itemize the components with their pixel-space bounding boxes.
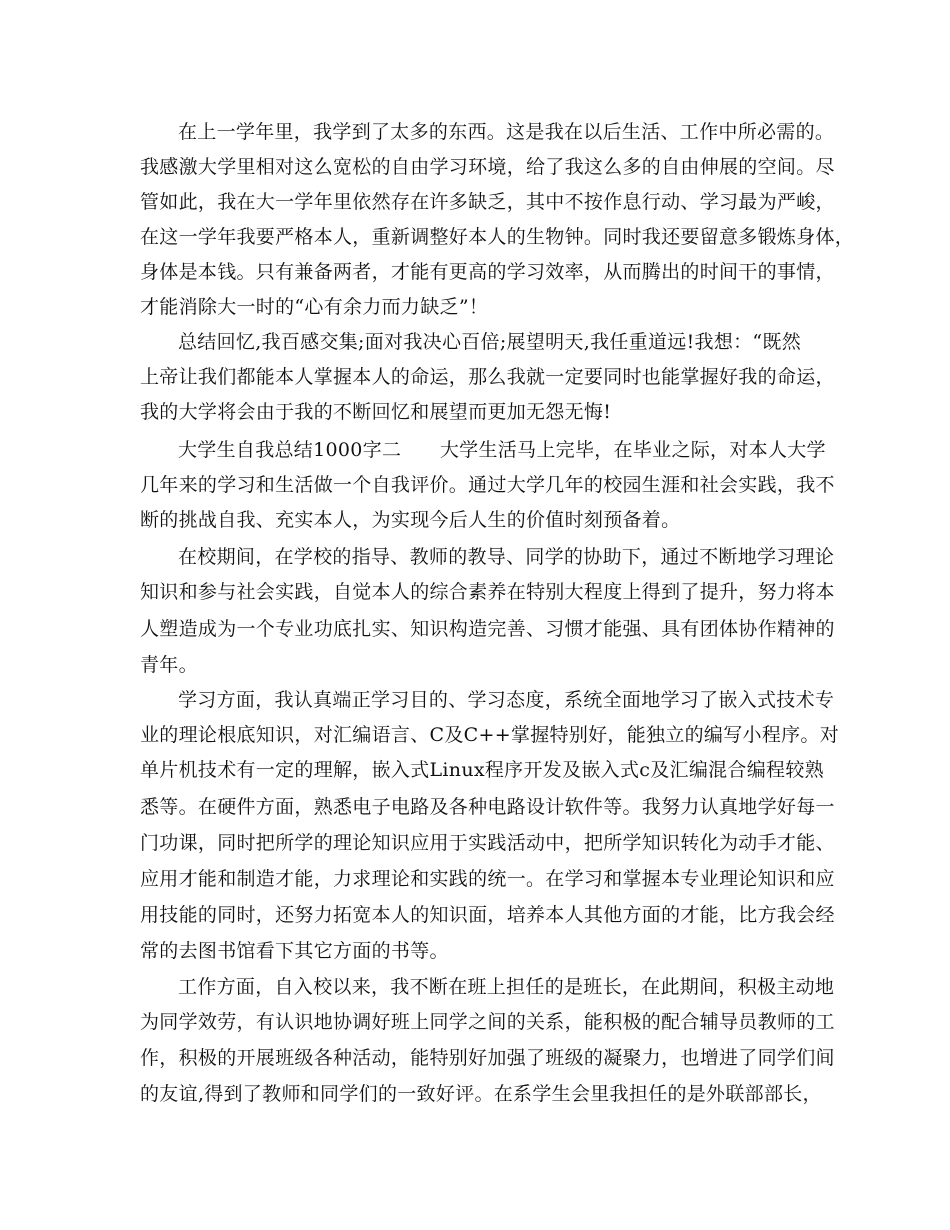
text-line: 身体是本钱。只有兼备两者，才能有更高的学习效率，从而腾出的时间干的事情， (140, 261, 835, 283)
text-line: 门功课，同时把所学的理论知识应用于实践活动中，把所学知识转化为动手才能、 (140, 832, 835, 854)
text-line: 在上一学年里，我学到了太多的东西。这是我在以后生活、工作中所必需的。 (178, 121, 835, 143)
text-line: 人塑造成为一个专业功底扎实、知识构造完善、习惯才能强、具有团体协作精神的 (140, 618, 835, 640)
text-line: 总结回忆,我百感交集;面对我决心百倍;展望明天,我任重道远!我想：“既然 (178, 331, 802, 353)
text-line: 学习方面，我认真端正学习目的、学习态度，系统全面地学习了嵌入式技术专 (178, 689, 835, 711)
text-line: 工作方面，自入校以来，我不断在班上担任的是班长，在此期间，积极主动地 (178, 976, 835, 998)
text-line: 应用才能和制造才能，力求理论和实践的统一。在学习和掌握本专业理论知识和应 (140, 868, 835, 890)
text-line: 管如此，我在大一学年里依然存在许多缺乏，其中不按作息行动、学习最为严峻， (140, 191, 835, 213)
text-line: 的友谊,得到了教师和同学们的一致好评。在系学生会里我担任的是外联部部长， (140, 1083, 822, 1105)
text-line: 才能消除大一时的“心有余力而力缺乏”！ (140, 296, 489, 318)
text-line: 作，积极的开展班级各种活动，能特别好加强了班级的凝聚力，也增进了同学们间 (140, 1047, 835, 1069)
text-line: 用技能的同时，还努力拓宽本人的知识面，培养本人其他方面的才能，比方我会经 (140, 904, 835, 926)
text-line: 知识和参与社会实践，自觉本人的综合素养在特别大程度上得到了提升，努力将本 (140, 581, 835, 603)
text-line: 业的理论根底知识，对汇编语言、C及C++掌握特别好，能独立的编写小程序。对 (140, 724, 840, 746)
text-line: 我的大学将会由于我的不断回忆和展望而更加无怨无悔! (140, 401, 612, 423)
text-line: 几年来的学习和生活做一个自我评价。通过大学几年的校园生涯和社会实践，我不 (140, 474, 835, 496)
text-line: 为同学效劳，有认识地协调好班上同学之间的关系，能积极的配合辅导员教师的工 (140, 1011, 835, 1033)
text-line: 在校期间，在学校的指导、教师的教导、同学的协助下，通过不断地学习理论 (178, 546, 835, 568)
text-line: 在这一学年我要严格本人，重新调整好本人的生物钟。同时我还要留意多锻炼身体， (140, 226, 855, 248)
text-line: 悉等。在硬件方面，熟悉电子电路及各种电路设计软件等。我努力认真地学好每一 (140, 796, 835, 818)
text-line: 大学生自我总结1000字二 大学生活马上完毕，在毕业之际，对本人大学 (178, 439, 826, 461)
text-line: 青年。 (140, 654, 198, 676)
text-line: 我感激大学里相对这么宽松的自由学习环境，给了我这么多的自由伸展的空间。尽 (140, 156, 835, 178)
text-line: 常的去图书馆看下其它方面的书等。 (140, 940, 449, 962)
text-line: 断的挑战自我、充实本人，为实现今后人生的价值时刻预备着。 (140, 509, 681, 531)
text-line: 单片机技术有一定的理解，嵌入式Linux程序开发及嵌入式c及汇编混合编程较熟 (140, 759, 824, 781)
text-line: 上帝让我们都能本人掌握本人的命运，那么我就一定要同时也能掌握好我的命运， (140, 366, 835, 388)
